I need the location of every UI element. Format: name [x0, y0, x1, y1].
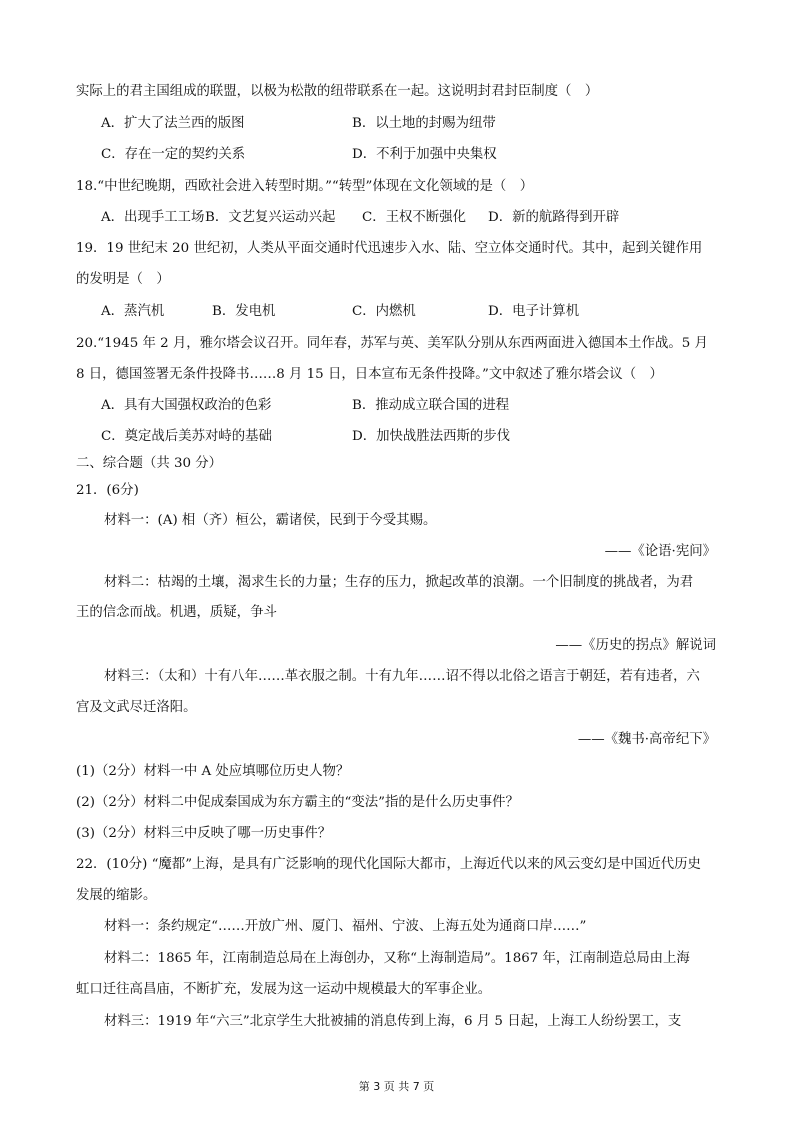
- q18-option-b: B．文艺复兴运动兴起: [205, 210, 336, 225]
- q20-option-c: C．奠定战后美苏对峙的基础: [101, 429, 272, 444]
- q17-stem-tail: 实际上的君主国组成的联盟，以极为松散的纽带联系在一起。这说明封君封臣制度（ ）: [76, 84, 599, 99]
- q21-material-1: 材料一：(A) 相（齐）桓公，霸诸侯，民到于今受其赐。: [104, 513, 437, 528]
- q21-material-1-source: ——《论语·宪问》: [604, 544, 716, 559]
- q17-option-d: D．不利于加强中央集权: [352, 147, 497, 162]
- q18-stem: 18.“中世纪晚期，西欧社会进入转型时期。”“转型”体现在文化领域的是（ ）: [76, 179, 534, 194]
- q20-option-b: B．推动成立联合国的进程: [352, 398, 510, 413]
- q17-option-c: C．存在一定的契约关系: [101, 147, 246, 162]
- q21-subquestion-1: (1)（2分）材料一中 A 处应填哪位历史人物？: [76, 764, 350, 779]
- q22-material-2-line2: 虹口迁往高昌庙，不断扩充，发展为这一运动中规模最大的军事企业。: [76, 982, 492, 997]
- q18-option-c: C．王权不断强化: [362, 210, 466, 225]
- q22-stem-line1: 22．(10分) “魔都”上海，是具有广泛影响的现代化国际大都市，上海近代以来的风云变幻是中国近代历史: [76, 857, 701, 872]
- q21-material-2-source: ——《历史的拐点》解说词: [555, 638, 716, 653]
- q19-option-a: A．蒸汽机: [101, 304, 165, 319]
- q19-option-c: C．内燃机: [352, 304, 416, 319]
- q22-material-1: 材料一：条约规定“……开放广州、厦门、福州、宁波、上海五处为通商口岸……”: [104, 919, 587, 934]
- q20-stem-line1: 20.“1945 年 2 月，雅尔塔会议召开。同年春，苏军与英、美军队分别从东西两面进入德国本土作战。5 月: [76, 336, 708, 351]
- q21-material-2-line2: 王的信念而战。机遇，质疑，争斗: [76, 605, 277, 620]
- q17-option-a: A．扩大了法兰西的版图: [101, 116, 245, 131]
- q21-header: 21．(6分): [76, 483, 139, 498]
- q20-option-a: A．具有大国强权政治的色彩: [101, 398, 272, 413]
- q19-option-b: B．发电机: [212, 304, 276, 319]
- q22-stem-line2: 发展的缩影。: [76, 888, 157, 903]
- q22-material-3-line1: 材料三：1919 年“六三”北京学生大批被捕的消息传到上海，6 月 5 日起，上海工人纷纷罢工，支: [104, 1014, 682, 1029]
- q21-material-3-line1: 材料三：（太和）十有八年……革衣服之制。十有九年……诏不得以北俗之语言于朝廷，若有违者，六: [104, 669, 700, 684]
- q19-option-d: D．电子计算机: [488, 304, 580, 319]
- q21-subquestion-2: (2)（2分）材料二中促成秦国成为东方霸主的“变法”指的是什么历史事件？: [76, 795, 519, 810]
- section-heading: 二、综合题（共 30 分）: [76, 456, 223, 471]
- q17-option-b: B．以土地的封赐为纽带: [352, 116, 496, 131]
- q21-material-3-line2: 宫及文武尽迁洛阳。: [76, 700, 197, 715]
- q21-material-2-line1: 材料二：枯竭的土壤，渴求生长的力量；生存的压力，掀起改革的浪潮。一个旧制度的挑战者，为君: [104, 575, 694, 590]
- q21-material-3-source: ——《魏书·高帝纪下》: [577, 732, 716, 747]
- page-number-footer: 第 3 页 共 7 页: [358, 1080, 435, 1093]
- q19-stem-line1: 19．19 世纪末 20 世纪初，人类从平面交通时代迅速步入水、陆、空立体交通时代。其中，起到关键作用: [76, 241, 703, 256]
- q21-subquestion-3: (3)（2分）材料三中反映了哪一历史事件？: [76, 826, 332, 841]
- q18-option-d: D．新的航路得到开辟: [488, 210, 620, 225]
- q22-material-2-line1: 材料二：1865 年，江南制造总局在上海创办，又称“上海制造局”。1867 年，江南制造总局由上海: [104, 951, 690, 966]
- q20-option-d: D．加快战胜法西斯的步伐: [352, 429, 511, 444]
- q18-option-a: A．出现手工工场: [101, 210, 205, 225]
- q20-stem-line2: 8 日，德国签署无条件投降书……8 月 15 日，日本宣布无条件投降。”文中叙述了雅尔塔会议（ ）: [76, 367, 663, 382]
- q19-stem-line2: 的发明是（ ）: [76, 272, 170, 287]
